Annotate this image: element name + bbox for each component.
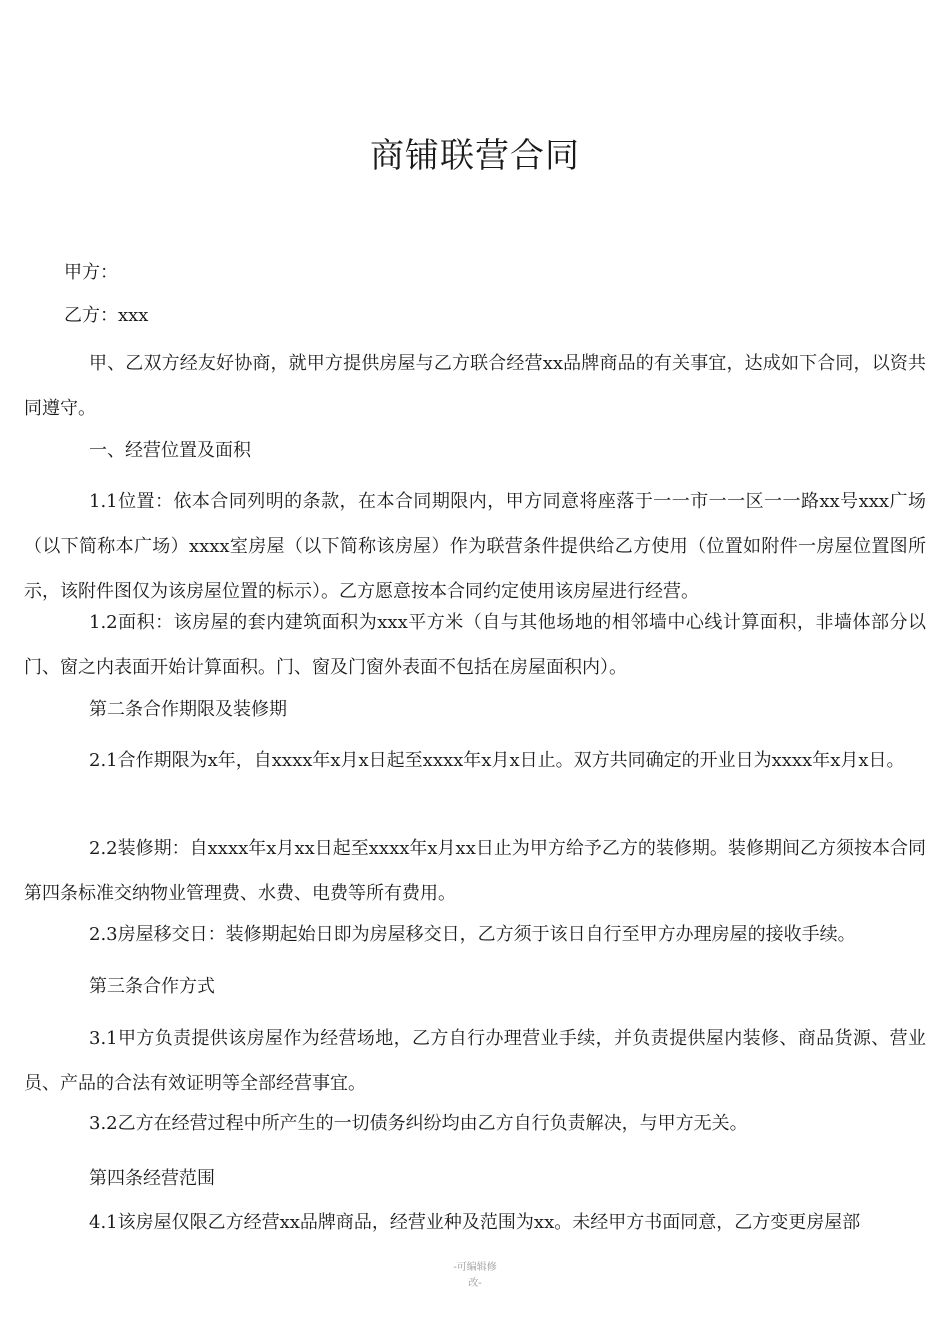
section-2-heading: 第二条合作期限及装修期 — [89, 699, 287, 720]
section-1-heading: 一、经营位置及面积 — [89, 440, 251, 461]
party-a-line: 甲方： — [64, 262, 118, 283]
clause-1-1: 1.1位置：依本合同列明的条款，在本合同期限内，甲方同意将座落于一一市一一区一一路xx号xxx广场（以下简称本广场）xxxx室房屋（以下简称该房屋）作为联营条件提供给乙方使用（位置如附件一房屋位置图所示，该附件图仅为该房屋位置的标示）。乙方愿意按本合同约定使用该房屋进行经营。 — [24, 491, 926, 602]
clause-2-3: 2.3房屋移交日：装修期起始日即为房屋移交日，乙方须于该日自行至甲方办理房屋的接收手续。 — [89, 924, 856, 945]
clause-3-1: 3.1甲方负责提供该房屋作为经营场地，乙方自行办理营业手续，并负责提供屋内装修、商品货源、营业员、产品的合法有效证明等全部经营事宜。 — [24, 1028, 926, 1094]
clause-1-2: 1.2面积：该房屋的套内建筑面积为xxx平方米（自与其他场地的相邻墙中心线计算面积，非墙体部分以门、窗之内表面开始计算面积。门、窗及门窗外表面不包括在房屋面积内）。 — [24, 612, 926, 678]
party-b-line: 乙方：xxx — [64, 305, 149, 326]
section-3-heading: 第三条合作方式 — [89, 976, 215, 997]
footer-line-2: 改- — [468, 1278, 482, 1289]
footer-line-1: -可编辑修 — [453, 1262, 497, 1273]
clause-2-1: 2.1合作期限为x年，自xxxx年x月x日起至xxxx年x月x日止。双方共同确定的开业日为xxxx年x月x日。 — [89, 750, 905, 771]
section-4-heading: 第四条经营范围 — [89, 1168, 215, 1189]
contract-title: 商铺联营合同 — [370, 136, 580, 176]
clause-4-1: 4.1该房屋仅限乙方经营xx品牌商品，经营业种及范围为xx。未经甲方书面同意，乙方变更房屋部 — [89, 1212, 861, 1233]
intro-paragraph: 甲、乙双方经友好协商，就甲方提供房屋与乙方联合经营xx品牌商品的有关事宜，达成如下合同，以资共同遵守。 — [24, 353, 926, 419]
page-footer — [0, 1260, 950, 1292]
clause-2-2: 2.2装修期：自xxxx年x月xx日起至xxxx年x月xx日止为甲方给予乙方的装修期。装修期间乙方须按本合同第四条标准交纳物业管理费、水费、电费等所有费用。 — [24, 838, 926, 904]
clause-3-2: 3.2乙方在经营过程中所产生的一切债务纠纷均由乙方自行负责解决，与甲方无关。 — [89, 1113, 748, 1134]
